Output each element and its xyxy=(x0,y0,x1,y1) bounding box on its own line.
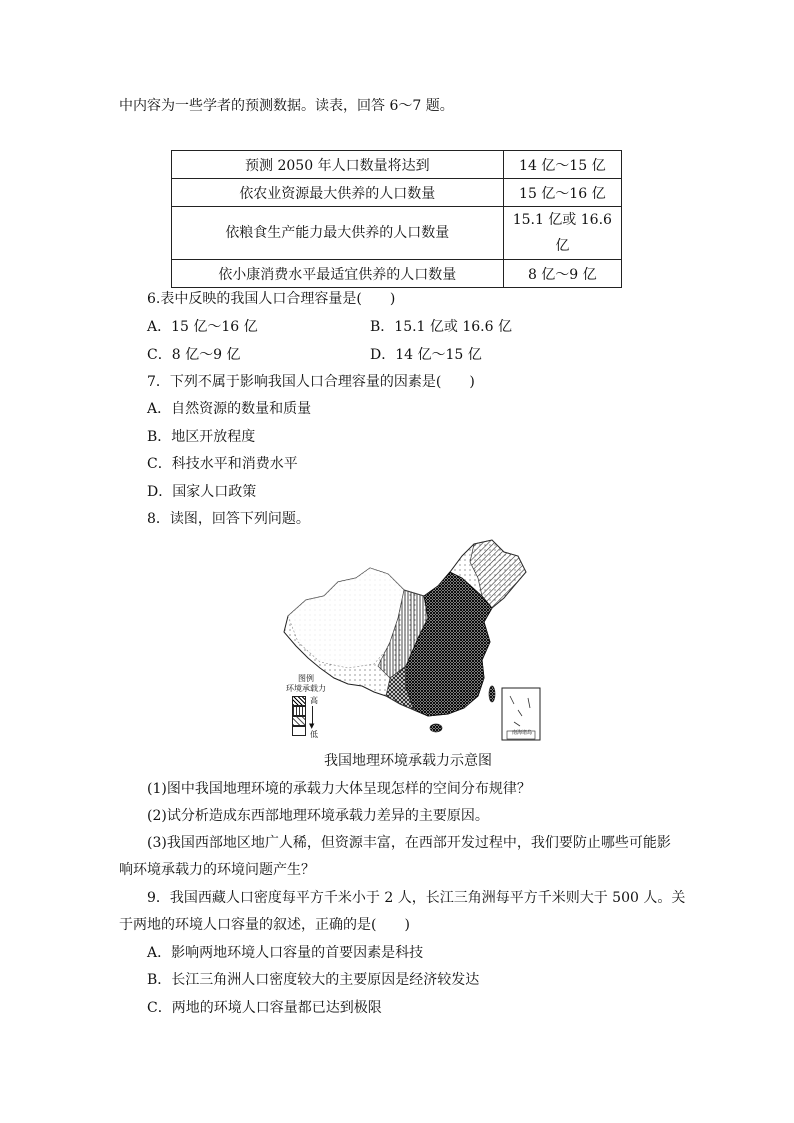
q6-option-b: B．15.1 亿或 16.6 亿 xyxy=(370,319,512,335)
table-row xyxy=(172,260,622,288)
table-cell-value: 8 亿～9 亿 xyxy=(503,260,621,288)
table-row xyxy=(172,151,622,179)
legend-subtitle: 环境承载力 xyxy=(286,684,326,693)
q7-option-d: D．国家人口政策 xyxy=(147,484,257,500)
q9-option-c: C．两地的环境人口容量都已达到极限 xyxy=(147,1000,382,1016)
q6-option-a: A．15 亿～16 亿 xyxy=(147,319,258,335)
table-row xyxy=(172,179,622,207)
q7-option-c: C．科技水平和消费水平 xyxy=(147,456,298,472)
q8-sub3-line1: (3)我国西部地区地广人稀，但资源丰富，在西部开发过程中，我们要防止哪些可能影 xyxy=(147,835,671,851)
q9-option-a: A．影响两地环境人口容量的首要因素是科技 xyxy=(147,945,424,961)
legend-low: 低 xyxy=(310,730,318,739)
q6-stem: 6.表中反映的我国人口合理容量是( ) xyxy=(147,291,396,307)
q8-sub1: (1)图中我国地理环境的承载力大体呈现怎样的空间分布规律？ xyxy=(147,781,531,797)
q8-sub3-line2: 响环境承载力的环境问题产生？ xyxy=(119,862,315,878)
q8-stem: 8．读图，回答下列问题。 xyxy=(147,511,310,527)
table-cell-label: 预测 2050 年人口数量将达到 xyxy=(172,151,504,179)
table-cell-value: 14 亿～15 亿 xyxy=(503,151,621,179)
map-legend: 图例 环境承载力 高 ▼ 低 xyxy=(282,674,330,736)
table-cell-label: 依农业资源最大供养的人口数量 xyxy=(172,179,504,207)
q7-option-a: A．自然资源的数量和质量 xyxy=(147,401,312,417)
q9-stem-line2: 于两地的环境人口容量的叙述，正确的是( ) xyxy=(119,917,410,933)
legend-high: 高 xyxy=(310,696,318,705)
china-carrying-capacity-map xyxy=(278,538,543,744)
q7-stem: 7．下列不属于影响我国人口合理容量的因素是( ) xyxy=(147,374,475,390)
q6-option-d: D．14 亿～15 亿 xyxy=(370,347,482,363)
table-row xyxy=(172,207,622,260)
q6-option-c: C．8 亿～9 亿 xyxy=(147,347,241,363)
table-cell-label: 依粮食生产能力最大供养的人口数量 xyxy=(172,207,504,260)
q9-stem-line1: 9．我国西藏人口密度每平方千米小于 2 人，长江三角洲每平方千米则大于 500 人。关 xyxy=(147,890,686,906)
q9-option-b: B．长江三角洲人口密度较大的主要原因是经济较发达 xyxy=(147,972,480,988)
table-cell-value: 15.1 亿或 16.6 亿 xyxy=(503,207,621,260)
q8-sub2: (2)试分析造成东西部地理环境承载力差异的主要原因。 xyxy=(147,808,489,824)
q7-option-b: B．地区开放程度 xyxy=(147,429,256,445)
map-caption: 我国地理环境承载力示意图 xyxy=(324,753,492,769)
table-cell-value: 15 亿～16 亿 xyxy=(503,179,621,207)
legend-title: 图例 xyxy=(298,674,314,683)
prediction-table xyxy=(171,150,622,288)
inset-label: 南海诸岛 xyxy=(511,730,532,736)
table-cell-label: 依小康消费水平最适宜供养的人口数量 xyxy=(172,260,504,288)
intro-text: 中内容为一些学者的预测数据。读表，回答 6～7 题。 xyxy=(119,98,454,114)
